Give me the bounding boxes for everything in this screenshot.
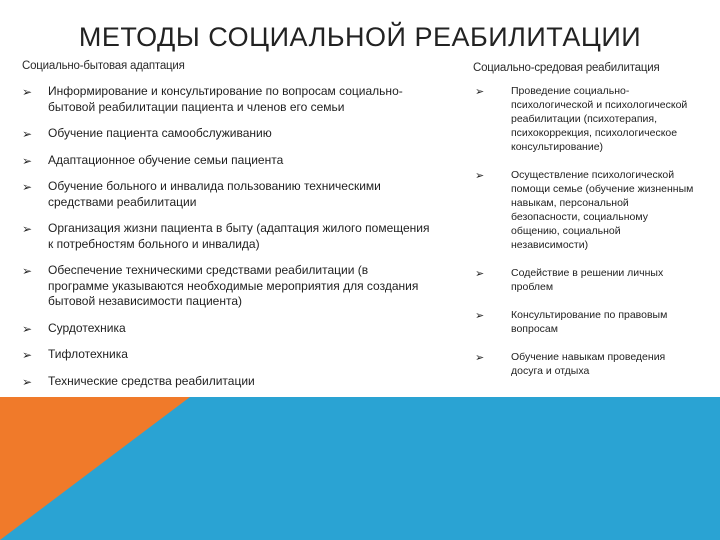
- list-item-text: Сурдотехника: [48, 320, 126, 335]
- arrowhead-bullet-icon: ➢: [22, 374, 33, 389]
- right-column: [473, 62, 698, 392]
- list-item-text: Содействие в решении личных проблем: [511, 267, 664, 293]
- list-item-text: Технические средства реабилитации: [48, 373, 255, 388]
- list-item: [473, 350, 698, 378]
- arrowhead-bullet-icon: ➢: [22, 127, 33, 141]
- list-item: [473, 308, 698, 336]
- list-item: [22, 263, 432, 310]
- list-item: [473, 266, 698, 294]
- list-item-text: Обеспечение техническими средствами реабилитации (в программе указываются необходимые мероприятия для создания бытовой независимости пациента): [48, 263, 419, 308]
- list-item-text: Тифлотехника: [48, 347, 128, 361]
- arrowhead-bullet-icon: ➢: [475, 268, 485, 280]
- arrowhead-bullet-icon: ➢: [22, 85, 33, 99]
- left-column: [22, 60, 432, 400]
- list-item-text: Консультирование по правовым вопросам: [511, 309, 668, 335]
- list-item: [22, 221, 432, 252]
- list-item-text: Обучение больного и инвалида пользованию техническими средствами реабилитации: [48, 179, 381, 209]
- list-item-text: Обучение пациента самообслуживанию: [48, 126, 272, 140]
- list-item: [473, 84, 698, 154]
- list-item-text: Проведение социально-психологической и психологической реабилитации (психотерапия, психокоррекция, психологическое консультирование): [511, 85, 688, 153]
- arrowhead-bullet-icon: ➢: [22, 348, 33, 362]
- list-item: [22, 347, 432, 363]
- left-column-heading: Социально-бытовая адаптация: [22, 60, 185, 72]
- arrowhead-bullet-icon: ➢: [22, 222, 33, 236]
- slide-title: МЕТОДЫ СОЦИАЛЬНОЙ РЕАБИЛИТАЦИИ: [78, 22, 642, 52]
- list-item-text: Адаптационное обучение семьи пациента: [48, 152, 284, 167]
- arrowhead-bullet-icon: ➢: [475, 310, 485, 322]
- arrowhead-bullet-icon: ➢: [22, 180, 33, 194]
- arrowhead-bullet-icon: ➢: [475, 352, 485, 364]
- right-list: [473, 84, 698, 378]
- list-item: [22, 153, 432, 169]
- list-item-text: Обучение навыкам проведения досуга и отдыха: [511, 351, 666, 377]
- arrowhead-bullet-icon: ➢: [475, 170, 485, 182]
- list-item: [22, 179, 432, 210]
- right-column-heading: Социально-средовая реабилитация: [473, 62, 660, 74]
- left-list: [22, 84, 432, 389]
- list-item: [22, 126, 432, 142]
- list-item: [22, 84, 432, 115]
- list-item-text: Организация жизни пациента в быту (адаптация жилого помещения к потребностям больного и инвалида): [48, 221, 430, 251]
- list-item: [473, 168, 698, 252]
- list-item-text: Осуществление психологической помощи семье (обучение жизненным навыкам, персональной безопасности, социальному общению, социальной независимости): [511, 169, 694, 251]
- list-item: [22, 321, 432, 337]
- arrowhead-bullet-icon: ➢: [22, 153, 33, 168]
- list-item: [22, 374, 432, 390]
- arrowhead-bullet-icon: ➢: [475, 86, 485, 98]
- arrowhead-bullet-icon: ➢: [22, 321, 33, 336]
- orange-corner-wedge: [0, 397, 190, 540]
- arrowhead-bullet-icon: ➢: [22, 264, 33, 278]
- list-item-text: Информирование и консультирование по вопросам социально-бытовой реабилитации пациента и членов его семьи: [48, 84, 403, 114]
